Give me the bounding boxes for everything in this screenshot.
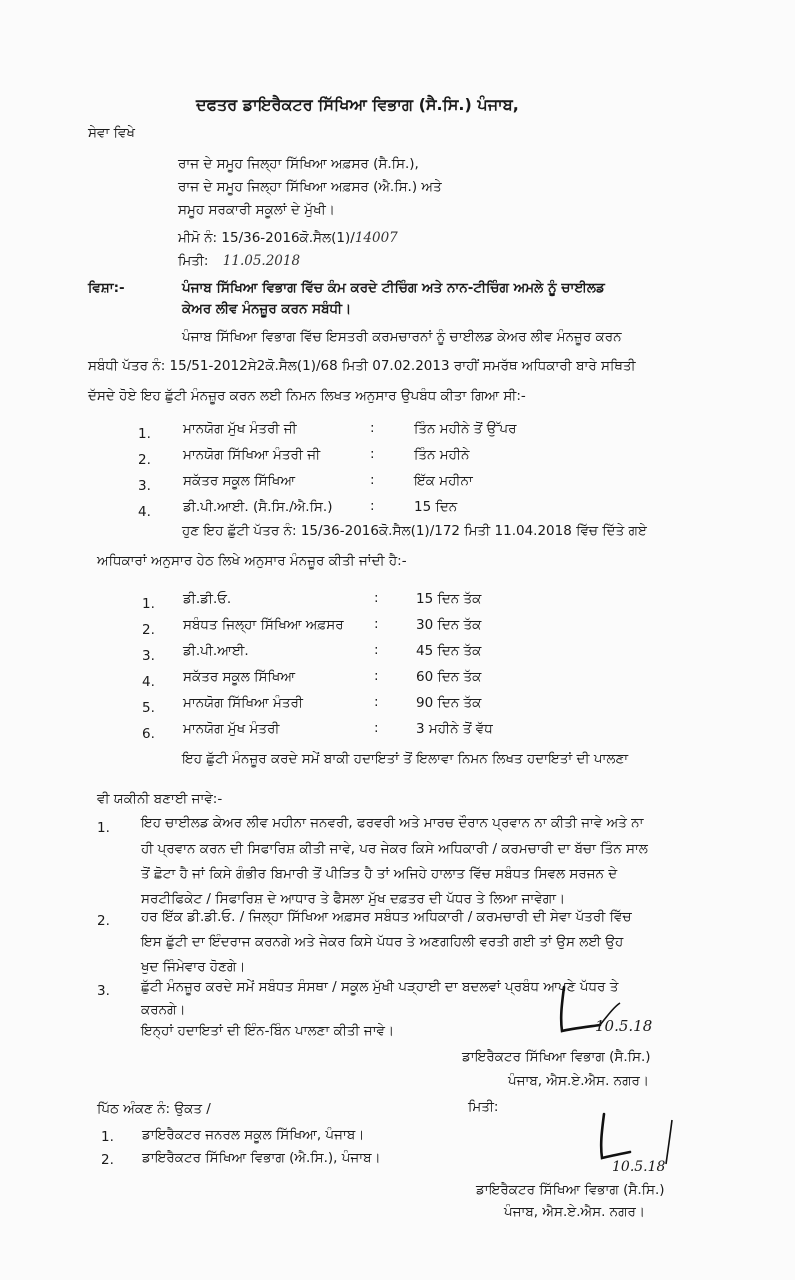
separator: : xyxy=(374,694,379,710)
mid-line-2: ਅਧਿਕਾਰਾਂ ਅਨੁਸਾਰ ਹੇਠ ਲਿਖੇ ਅਨੁਸਾਰ ਮੰਨਜ਼ੂਰ ਕੀਤੀ ਜਾਂਦੀ ਹੈ:- xyxy=(97,553,407,569)
instructions-intro-1: ਇਹ ਛੁੱਟੀ ਮੰਨਜ਼ੂਰ ਕਰਦੇ ਸਮੇਂ ਬਾਕੀ ਹਦਾਇਤਾਂ ਤੋਂ ਇਲਾਵਾ ਨਿਮਨ ਲਿਖਤ ਹਦਾਇਤਾਂ ਦੀ ਪਾਲਣਾ xyxy=(182,751,629,767)
endorsement-number: ਪਿੱਠ ਅੰਕਣ ਨੰ: ਉਕਤ / xyxy=(97,1101,211,1117)
intro-line-1: ਪੰਜਾਬ ਸਿੱਖਿਆ ਵਿਭਾਗ ਵਿੱਚ ਇਸਤਰੀ ਕਰਮਚਾਰਨਾਂ ਨੂੰ ਚਾਈਲਡ ਕੇਅਰ ਲੀਵ ਮੰਨਜ਼ੂਰ ਕਰਨ xyxy=(182,329,622,345)
signatory-place-2: ਪੰਜਾਬ, ਐਸ.ਏ.ਐਸ. ਨਗਰ। xyxy=(504,1204,645,1220)
intro-line-3: ਦੱਸਦੇ ਹੋਏ ਇਹ ਛੁੱਟੀ ਮੰਨਜ਼ੂਰ ਕਰਨ ਲਈ ਨਿਮਨ ਲਿਖਤ ਅਨੁਸਾਰ ਉਪਬੰਧ ਕੀਤਾ ਗਿਆ ਸੀ:- xyxy=(88,388,526,404)
instruction-line: ਤੋਂ ਛੋਟਾ ਹੈ ਜਾਂ ਕਿਸੇ ਗੰਭੀਰ ਬਿਮਾਰੀ ਤੋਂ ਪੀੜਿਤ ਹੈ ਤਾਂ ਅਜਿਹੇ ਹਾਲਾਤ ਵਿੱਚ ਸਬੰਧਤ ਸਿਵਲ ਸਰਜਨ ਦੇ xyxy=(141,866,618,882)
list-number: 4. xyxy=(142,674,155,690)
list-number: 3. xyxy=(138,478,151,494)
endorsement-date: ਮਿਤੀ: xyxy=(468,1099,499,1115)
instruction-line: ਹੀ ਪ੍ਰਵਾਨ ਕਰਨ ਦੀ ਸਿਫਾਰਿਸ਼ ਕੀਤੀ ਜਾਵੇ, ਪਰ ਜੇਕਰ ਕਿਸੇ ਅਧਿਕਾਰੀ / ਕਰਮਚਾਰੀ ਦਾ ਬੱਚਾ ਤਿੰਨ ਸਾਲ xyxy=(141,841,648,857)
list-number: 6. xyxy=(142,726,155,742)
separator: : xyxy=(374,668,379,684)
list-number: 2. xyxy=(101,1152,114,1168)
separator: : xyxy=(370,472,375,488)
memo-date xyxy=(178,252,300,270)
memo-number xyxy=(178,229,398,247)
signatory-title-2: ਡਾਇਰੈਕਟਰ ਸਿੱਖਿਆ ਵਿਭਾਗ (ਸੈ.ਸਿ.) xyxy=(476,1182,665,1198)
separator: : xyxy=(374,590,379,606)
salutation: ਸੇਵਾ ਵਿਖੇ xyxy=(88,125,135,141)
date-handwritten: 11.05.2018 xyxy=(222,253,301,269)
authority: ਡੀ.ਪੀ.ਆਈ. (ਸੈ.ਸਿ./ਐ.ਸਿ.) xyxy=(183,499,333,515)
authority: ਮਾਨਯੋਗ ਸਿੱਖਿਆ ਮੰਤਰੀ ਜੀ xyxy=(183,447,321,463)
address-line-2: ਰਾਜ ਦੇ ਸਮੂਹ ਜਿਲ੍ਹਾ ਸਿੱਖਿਆ ਅਫ਼ਸਰ (ਐ.ਸਿ.) ਅਤੇ xyxy=(178,179,442,195)
list-number: 2. xyxy=(138,452,151,468)
separator: : xyxy=(370,446,375,462)
signatory-place-1: ਪੰਜਾਬ, ਐਸ.ਏ.ਐਸ. ਨਗਰ। xyxy=(508,1073,649,1089)
period: 3 ਮਹੀਨੇ ਤੋਂ ਵੱਧ xyxy=(416,721,493,737)
authority: ਸਬੰਧਤ ਜਿਲ੍ਹਾ ਸਿੱਖਿਆ ਅਫ਼ਸਰ xyxy=(183,617,344,633)
instruction-line: ਕਰਨਗੇ। xyxy=(141,1002,186,1018)
instruction-line: ਇਨ੍ਹਾਂ ਹਦਾਇਤਾਂ ਦੀ ਇੰਨ-ਬਿੰਨ ਪਾਲਣਾ ਕੀਤੀ ਜਾਵੇ। xyxy=(141,1023,395,1039)
list-number: 2. xyxy=(142,622,155,638)
endorsement-recipient: ਡਾਇਰੈਕਟਰ ਜਨਰਲ ਸਕੂਲ ਸਿੱਖਿਆ, ਪੰਜਾਬ। xyxy=(142,1127,365,1143)
separator: : xyxy=(374,720,379,736)
list-number: 1. xyxy=(101,1129,114,1145)
period: ਤਿੰਨ ਮਹੀਨੇ ਤੋਂ ਉੱਪਰ xyxy=(414,421,517,437)
instruction-line: ਹਰ ਇੱਕ ਡੀ.ਡੀ.ਓ. / ਜਿਲ੍ਹਾ ਸਿੱਖਿਆ ਅਫ਼ਸਰ ਸਬੰਧਤ ਅਧਿਕਾਰੀ / ਕਰਮਚਾਰੀ ਦੀ ਸੇਵਾ ਪੱਤਰੀ ਵਿੱਚ xyxy=(141,909,632,925)
signatory-title-1: ਡਾਇਰੈਕਟਰ ਸਿੱਖਿਆ ਵਿਭਾਗ (ਸੈ.ਸਿ.) xyxy=(462,1049,651,1065)
signature-date-2: 10.5.18 xyxy=(612,1159,666,1175)
period: 15 ਦਿਨ ਤੱਕ xyxy=(416,591,482,607)
list-number: 1. xyxy=(142,596,155,612)
instruction-line: ਖੁਦ ਜਿੰਮੇਵਾਰ ਹੋਣਗੇ। xyxy=(141,959,246,975)
authority: ਡੀ.ਡੀ.ਓ. xyxy=(183,591,232,607)
address-line-1: ਰਾਜ ਦੇ ਸਮੂਹ ਜਿਲ੍ਹਾ ਸਿੱਖਿਆ ਅਫ਼ਸਰ (ਸੈ.ਸਿ.), xyxy=(178,156,419,172)
instructions-intro-2: ਵੀ ਯਕੀਨੀ ਬਣਾਈ ਜਾਵੇ:- xyxy=(97,791,223,807)
authority: ਸਕੱਤਰ ਸਕੂਲ ਸਿੱਖਿਆ xyxy=(183,473,296,489)
authority: ਸਕੱਤਰ ਸਕੂਲ ਸਿੱਖਿਆ xyxy=(183,669,296,685)
signature-date-1: 10.5.18 xyxy=(595,1017,653,1035)
list-number: 5. xyxy=(142,700,155,716)
subject-line-1: ਪੰਜਾਬ ਸਿੱਖਿਆ ਵਿਭਾਗ ਵਿੱਚ ਕੰਮ ਕਰਦੇ ਟੀਚਿੰਗ ਅਤੇ ਨਾਨ-ਟੀਚਿੰਗ ਅਮਲੇ ਨੂੰ ਚਾਈਲਡ xyxy=(182,280,605,296)
subject-label: ਵਿਸ਼ਾ:- xyxy=(88,280,125,296)
authority: ਮਾਨਯੋਗ ਮੁੱਖ ਮੰਤਰੀ ਜੀ xyxy=(183,421,297,437)
list-number: 1. xyxy=(97,820,110,836)
authority: ਮਾਨਯੋਗ ਸਿੱਖਿਆ ਮੰਤਰੀ xyxy=(183,695,303,711)
instruction-line: ਇਹ ਚਾਈਲਡ ਕੇਅਰ ਲੀਵ ਮਹੀਨਾ ਜਨਵਰੀ, ਫਰਵਰੀ ਅਤੇ ਮਾਰਚ ਦੌਰਾਨ ਪ੍ਰਵਾਨ ਨਾ ਕੀਤੀ ਜਾਵੇ ਅਤੇ ਨਾ xyxy=(141,815,644,831)
authority: ਡੀ.ਪੀ.ਆਈ. xyxy=(183,643,249,659)
instruction-line: ਸਰਟੀਫਿਕੇਟ / ਸਿਫਾਰਿਸ਼ ਦੇ ਆਧਾਰ ਤੇ ਫੈਸਲਾ ਮੁੱਖ ਦਫ਼ਤਰ ਦੀ ਪੱਧਰ ਤੇ ਲਿਆ ਜਾਵੇਗਾ। xyxy=(141,891,566,907)
office-title: ਦਫਤਰ ਡਾਇਰੈਕਟਰ ਸਿੱਖਿਆ ਵਿਭਾਗ (ਸੈ.ਸਿ.) ਪੰਜਾਬ, xyxy=(196,95,519,114)
period: 15 ਦਿਨ xyxy=(414,499,458,515)
address-line-3: ਸਮੂਹ ਸਰਕਾਰੀ ਸਕੂਲਾਂ ਦੇ ਮੁੱਖੀ। xyxy=(178,202,335,218)
subject-line-2: ਕੇਅਰ ਲੀਵ ਮੰਨਜ਼ੂਰ ਕਰਨ ਸਬੰਧੀ। xyxy=(182,301,352,317)
period: ਇੱਕ ਮਹੀਨਾ xyxy=(414,473,473,489)
intro-line-2: ਸਬੰਧੀ ਪੱਤਰ ਨੰ: 15/51-2012ਸੇ2ਕੋ.ਸੈਲ(1)/68 ਮਿਤੀ 07.02.2013 ਰਾਹੀਂ ਸਮਰੱਥ ਅਧਿਕਾਰੀ ਬਾਰੇ ਸਥਿਤੀ xyxy=(88,358,636,374)
period: ਤਿੰਨ ਮਹੀਨੇ xyxy=(414,447,470,463)
period: 90 ਦਿਨ ਤੱਕ xyxy=(416,695,482,711)
period: 30 ਦਿਨ ਤੱਕ xyxy=(416,617,482,633)
separator: : xyxy=(374,642,379,658)
mid-line-1: ਹੁਣ ਇਹ ਛੁੱਟੀ ਪੱਤਰ ਨੰ: 15/36-2016ਕੋ.ਸੈਲ(1)/172 ਮਿਤੀ 11.04.2018 ਵਿੱਚ ਦਿੱਤੇ ਗਏ xyxy=(182,523,647,539)
list-number: 3. xyxy=(97,983,110,999)
separator: : xyxy=(374,616,379,632)
period: 60 ਦਿਨ ਤੱਕ xyxy=(416,669,482,685)
date-label: ਮਿਤੀ: xyxy=(178,253,209,269)
memo-printed: ਮੀਮੋ ਨੰ: 15/36-2016ਕੋ.ਸੈਲ(1)/ xyxy=(178,230,355,246)
period: 45 ਦਿਨ ਤੱਕ xyxy=(416,643,482,659)
list-number: 1. xyxy=(138,426,151,442)
list-number: 4. xyxy=(138,504,151,520)
memo-handwritten: 14007 xyxy=(354,230,398,246)
separator: : xyxy=(370,420,375,436)
instruction-line: ਇਸ ਛੁੱਟੀ ਦਾ ਇੰਦਰਾਜ ਕਰਨਗੇ ਅਤੇ ਜੇਕਰ ਕਿਸੇ ਪੱਧਰ ਤੇ ਅਣਗਹਿਲੀ ਵਰਤੀ ਗਈ ਤਾਂ ਉਸ ਲਈ ਉਹ xyxy=(141,934,624,950)
authority: ਮਾਨਯੋਗ ਮੁੱਖ ਮੰਤਰੀ xyxy=(183,721,280,737)
endorsement-recipient: ਡਾਇਰੈਕਟਰ ਸਿੱਖਿਆ ਵਿਭਾਗ (ਐ.ਸਿ.), ਪੰਜਾਬ। xyxy=(142,1150,381,1166)
signature-scribble-1 xyxy=(548,985,688,1045)
separator: : xyxy=(370,498,375,514)
instruction-line: ਛੁੱਟੀ ਮੰਨਜ਼ੂਰ ਕਰਦੇ ਸਮੇਂ ਸਬੰਧਤ ਸੰਸਥਾ / ਸਕੂਲ ਮੁੱਖੀ ਪੜ੍ਹਾਈ ਦਾ ਬਦਲਵਾਂ ਪ੍ਰਬੰਧ ਆਪਣੇ ਪੱਧਰ ਤੇ xyxy=(141,979,619,995)
list-number: 3. xyxy=(142,648,155,664)
list-number: 2. xyxy=(97,913,110,929)
